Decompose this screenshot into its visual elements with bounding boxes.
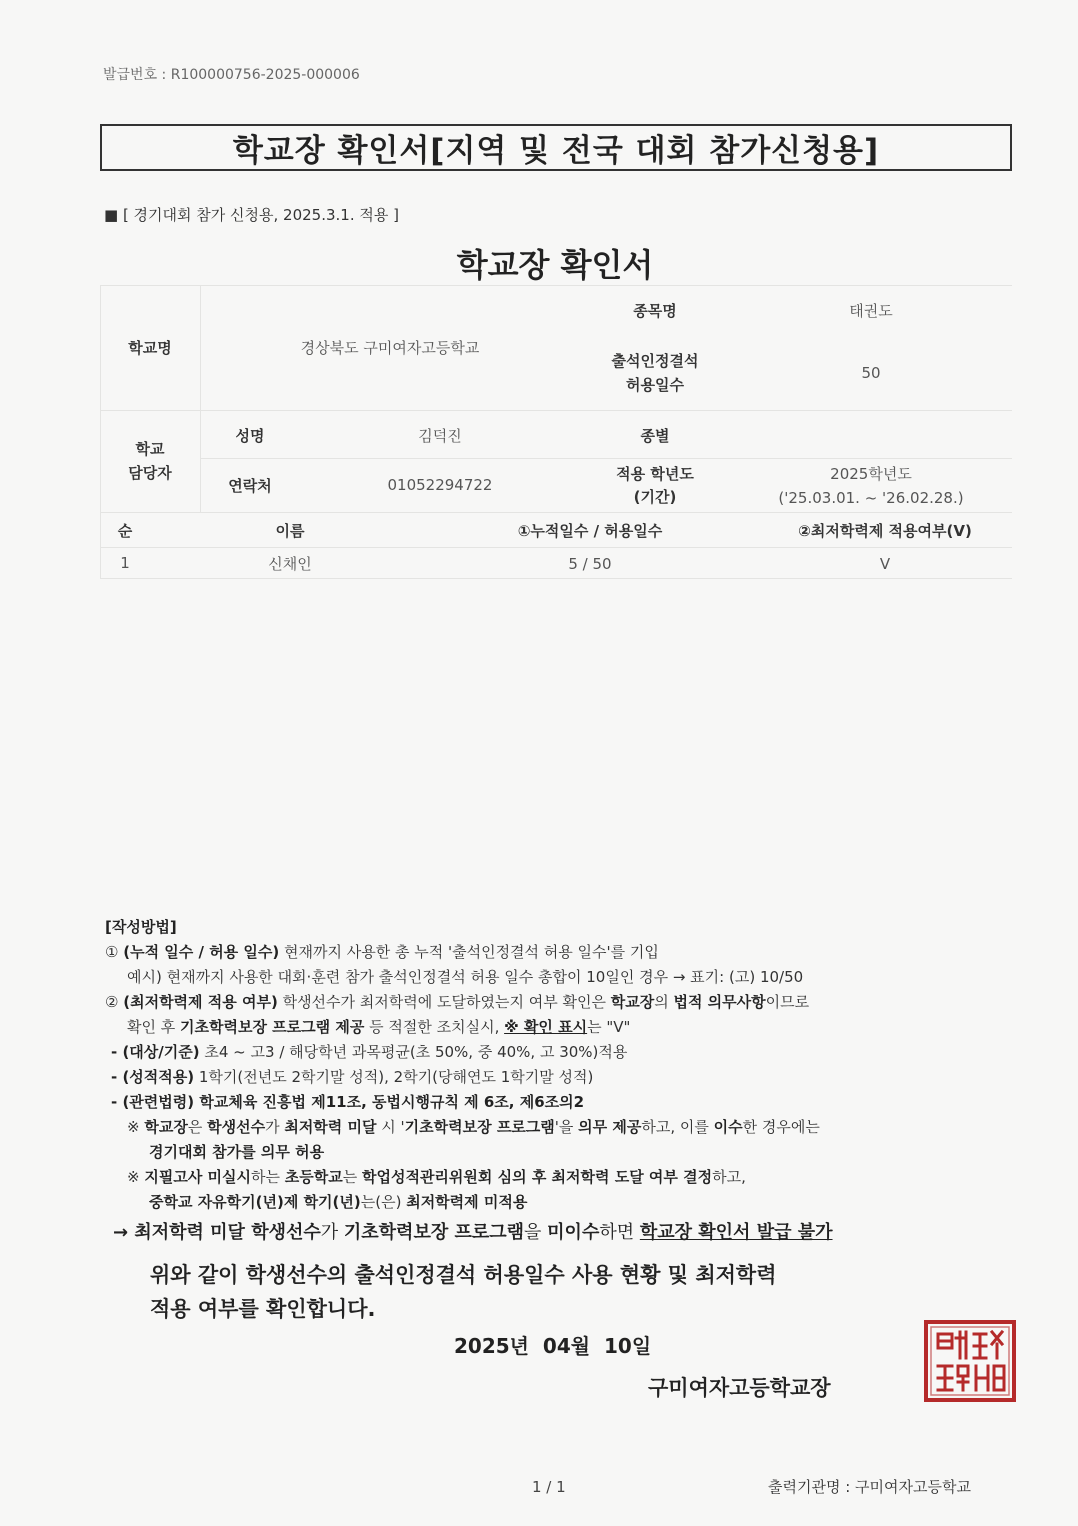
s1-c: 은: [187, 1118, 208, 1136]
contact-label: 연락처: [228, 476, 272, 495]
school-label: 학교명: [128, 339, 172, 357]
detail-law-title: - (관련법령): [111, 1093, 195, 1111]
s1-l: 이수: [713, 1118, 743, 1136]
special-note-1-line2: [105, 1140, 820, 1165]
confirmation-line-2: 적용 여부를 확인합니다.: [150, 1297, 376, 1321]
s2-d: 초등학교: [284, 1168, 343, 1186]
final-f: 하면: [599, 1222, 640, 1243]
subtitle-note: ■ [ 경기대회 참가 신청용, 2025.3.1. 적용 ]: [104, 206, 399, 224]
s1-b: 학교장: [144, 1118, 188, 1136]
absence-days-label: [580, 345, 730, 400]
final-warning: [113, 1218, 833, 1244]
s1-a: ※: [127, 1118, 145, 1136]
note-1-example: 예시) 현재까지 사용한 대회·훈련 참가 출석인정결석 허용 일수 총합이 10일인 경우 → 표기: (고) 10/50: [127, 968, 804, 986]
official-seal-icon: [922, 1318, 1018, 1404]
student-header-name: 이름: [275, 521, 305, 540]
page-number: 1 / 1: [532, 1478, 566, 1496]
final-g: 학교장 확인서 발급 불가: [639, 1222, 833, 1243]
final-a: → 최저학력 미달 학생선수: [113, 1222, 321, 1243]
s2-b: 지필고사 미실시: [144, 1168, 251, 1186]
note-2-text-e: 이므로: [765, 993, 810, 1011]
writing-instructions: [105, 915, 820, 1215]
note-2-line2: [105, 1015, 820, 1040]
note-2-text-a: 학생선수가 최저학력에 도달하였는지 여부 확인은: [277, 993, 611, 1011]
s1-k: 하고, 이를: [641, 1118, 714, 1136]
year-label-line1: 적용 학년도: [616, 465, 694, 483]
note-1-title: (누적 일수 / 허용 일수): [123, 943, 280, 961]
staff-label-line1: 학교: [135, 440, 165, 458]
contact-value: 01052294722: [387, 476, 493, 494]
detail-target-text: 초4 ~ 고3 / 해당학년 과목평균(초 50%, 중 40%, 고 30%)적용: [199, 1043, 628, 1061]
s1-h: 기초학력보장 프로그램: [404, 1118, 555, 1136]
note-2-text-f: 확인 후: [127, 1018, 181, 1036]
confirmation-text: [150, 1258, 777, 1326]
year-label-line2: (기간): [633, 488, 677, 506]
student-header-applied: ②최저학력제 적용여부(V): [798, 521, 972, 540]
year-label: [580, 462, 730, 510]
student-header-days: ①누적일수 / 허용일수: [517, 521, 663, 540]
student-header-no: 순: [117, 521, 133, 540]
note-2-title: (최저학력제 적용 여부): [123, 993, 278, 1011]
s2-f: 학업성적관리위원회 심의 후 최저학력 도달 여부 결정: [361, 1168, 713, 1186]
note-2-text-g: 기초학력보장 프로그램 제공: [180, 1018, 365, 1036]
s1-g: 시 ': [376, 1118, 405, 1136]
note-1-num: ①: [105, 943, 119, 961]
table-line: [100, 410, 1012, 411]
document-title: 학교장 확인서[지역 및 전국 대회 참가신청용]: [100, 124, 1012, 171]
s2-e: 는: [342, 1168, 362, 1186]
detail-target: [105, 1040, 820, 1065]
detail-law: [105, 1090, 820, 1115]
note-2-text-h: 등 적절한 조치실시,: [364, 1018, 505, 1036]
note-2-text-d: 법적 의무사항: [673, 993, 766, 1011]
year-value: [730, 462, 1012, 510]
note-2: [105, 990, 820, 1015]
gender-label: 종별: [640, 426, 670, 445]
gender-value: [730, 415, 1012, 455]
s1-d: 학생선수: [207, 1118, 266, 1136]
detail-grades-text: 1학기(전년도 2학기말 성적), 2학기(당해연도 1학기말 성적): [194, 1068, 594, 1086]
s1-m: 한 경우에는: [742, 1118, 820, 1136]
s1-e: 가: [265, 1118, 285, 1136]
note-2-text-b: 학교장: [610, 993, 655, 1011]
special-note-2-line2: [105, 1190, 820, 1215]
note-2-text-j: 는 "V": [587, 1018, 631, 1036]
doc-heading: 학교장 확인서: [456, 246, 654, 284]
s2-c: 하는: [251, 1168, 285, 1186]
s1-o: 를 의무 허용: [241, 1143, 325, 1161]
student-no: 1: [120, 554, 130, 572]
notes-heading: [작성방법]: [105, 918, 177, 936]
detail-target-title: - (대상/기준): [111, 1043, 200, 1061]
detail-law-text: 학교체육 진흥법 제11조, 동법시행규칙 제 6조, 제6조의2: [194, 1093, 585, 1111]
staff-label: [100, 410, 200, 512]
student-days: 5 / 50: [568, 555, 612, 573]
sport-value: 태권도: [849, 301, 893, 320]
note-1: [105, 940, 820, 965]
s1-f: 최저학력 미달: [284, 1118, 377, 1136]
principal-name: 구미여자고등학교장: [648, 1376, 831, 1400]
final-b: 가: [320, 1222, 344, 1243]
final-c: 기초학력보장 프로그램: [343, 1222, 525, 1243]
student-name: 신채인: [268, 554, 312, 573]
year-value-line2: ('25.03.01. ~ '26.02.28.): [778, 489, 964, 507]
printing-institution: 출력기관명 : 구미여자고등학교: [768, 1478, 971, 1496]
confirmation-line-1: 위와 같이 학생선수의 출석인정결석 허용일수 사용 현황 및 최저학력: [150, 1263, 777, 1287]
absence-days-label-line1: 출석인정결석: [611, 351, 699, 370]
issue-number: 발급번호 : R100000756-2025-000006: [103, 67, 360, 83]
s1-j: 의무 제공: [578, 1118, 642, 1136]
detail-grades-title: - (성적적용): [111, 1068, 195, 1086]
note-2-text-i: ※ 확인 표시: [504, 1018, 588, 1036]
s2-h: 중학교 자유학기(년)제 학기(년): [149, 1193, 361, 1211]
student-applied: V: [879, 555, 891, 573]
s2-j: 최저학력제 미적용: [406, 1193, 528, 1211]
note-2-num: ②: [105, 993, 119, 1011]
absence-days-value: 50: [861, 363, 881, 382]
school-value: 경상북도 구미여자고등학교: [300, 339, 480, 357]
s2-i: 는(은): [360, 1193, 407, 1211]
final-e: 미이수: [547, 1222, 600, 1243]
special-note-2: [105, 1165, 820, 1190]
s2-a: ※: [127, 1168, 145, 1186]
s1-n: 경기대회 참가: [149, 1143, 242, 1161]
s1-i: '을: [554, 1118, 579, 1136]
final-d: 을: [524, 1222, 548, 1243]
note-1-text: 현재까지 사용한 총 누적 '출석인정결석 허용 일수'를 기입: [279, 943, 659, 961]
year-value-line1: 2025학년도: [830, 465, 912, 483]
issue-date: 2025년 04월 10일: [454, 1334, 652, 1358]
detail-grades: [105, 1065, 820, 1090]
sport-label: 종목명: [633, 301, 677, 320]
staff-label-line2: 담당자: [128, 464, 172, 482]
name-label: 성명: [235, 426, 265, 445]
s2-g: 하고,: [712, 1168, 746, 1186]
table-line: [200, 458, 1012, 459]
special-note-1: [105, 1115, 820, 1140]
absence-days-label-line2: 허용일수: [626, 375, 684, 394]
name-value: 김덕진: [418, 426, 462, 445]
note-2-text-c: 의: [654, 993, 674, 1011]
